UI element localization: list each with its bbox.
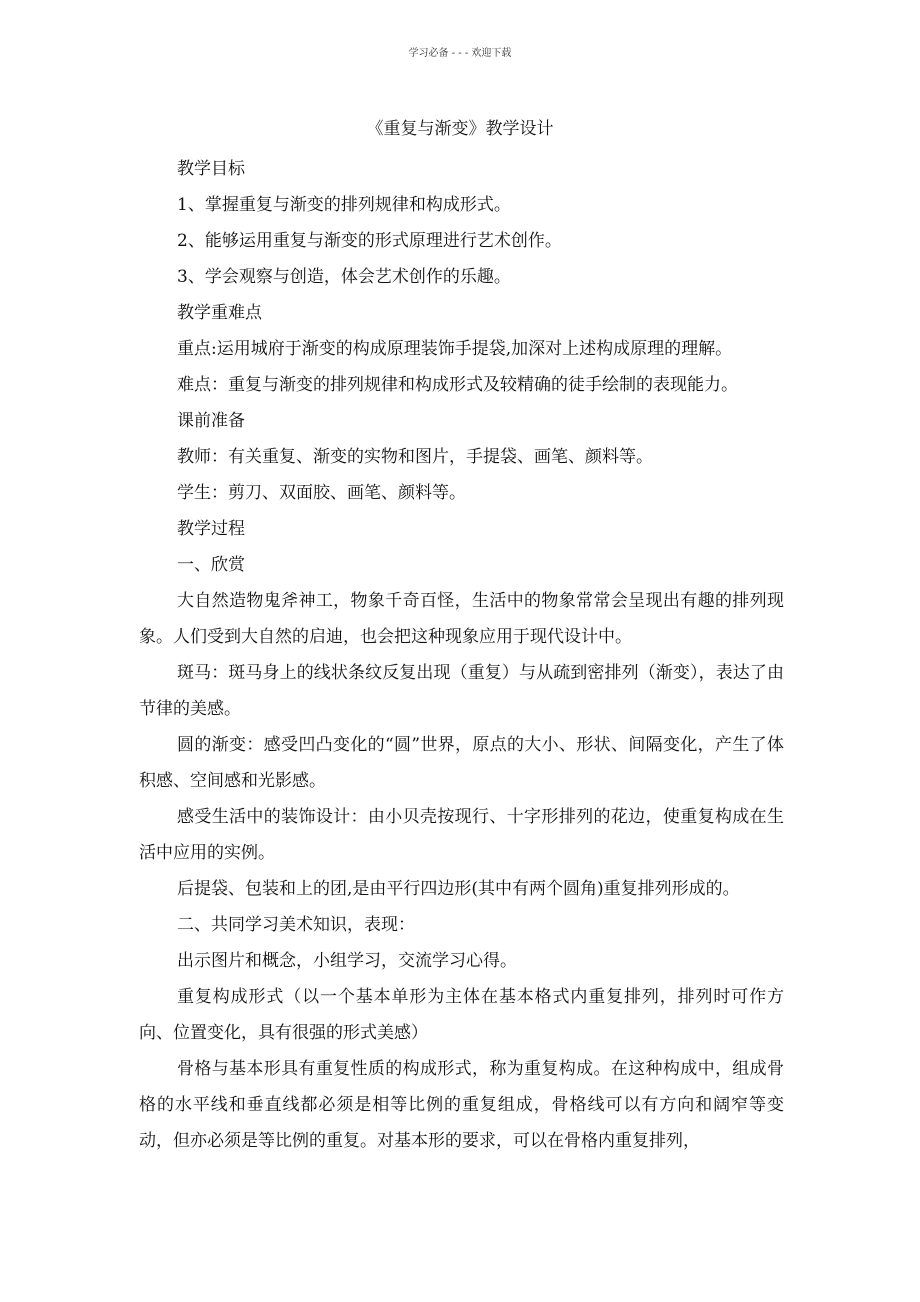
- paragraph-repetition-form: 重复构成形式（以一个基本单形为主体在基本格式内重复排列，排列时可作方向、位置变化，具有很强的形式美感）: [139, 987, 784, 1043]
- section-heading-preparation: 课前准备: [177, 411, 245, 431]
- paragraph-skeleton: 骨格与基本形具有重复性质的构成形式，称为重复构成。在这种构成中，组成骨格的水平线和垂直线都必须是相等比例的重复组成，骨格线可以有方向和阔窄等变动，但亦必须是等比例的重复。对基本形的要求，可以在骨格内重复排列，: [139, 1059, 784, 1151]
- key-point: 重点:运用城府于渐变的构成原理装饰手提袋,加深对上述构成原理的理解。: [177, 339, 733, 359]
- paragraph-nature: 大自然造物鬼斧神工，物象千奇百怪，生活中的物象常常会呈现出有趣的排列现象。人们受到大自然的启迪，也会把这种现象应用于现代设计中。: [139, 591, 784, 647]
- subheading-appreciation: 一、欣赏: [177, 555, 245, 575]
- paragraph-group-study: 出示图片和概念，小组学习，交流学习心得。: [177, 951, 517, 971]
- paragraph-circle-gradient: 圆的渐变：感受凹凸变化的“圆”世界，原点的大小、形状、间隔变化，产生了体积感、空间感和光影感。: [139, 735, 784, 791]
- difficult-point: 难点：重复与渐变的排列规律和构成形式及较精确的徒手绘制的表现能力。: [177, 375, 738, 395]
- objective-item-3: 3、学会观察与创造，体会艺术创作的乐趣。: [177, 267, 511, 287]
- teacher-preparation: 教师：有关重复、渐变的实物和图片，手提袋、画笔、颜料等。: [177, 447, 653, 467]
- document-title: 《重复与渐变》教学设计: [366, 119, 554, 139]
- objective-item-2: 2、能够运用重复与渐变的形式原理进行艺术创作。: [177, 231, 562, 251]
- paragraph-decoration: 感受生活中的装饰设计：由小贝壳按现行、十字形排列的花边，使重复构成在生活中应用的实例。: [139, 807, 784, 863]
- page-header-note: 学习必备 - - - 欢迎下载: [408, 48, 512, 59]
- document-body: [139, 151, 784, 1159]
- objective-item-1: 1、掌握重复与渐变的排列规律和构成形式。: [177, 195, 511, 215]
- section-heading-objectives: 教学目标: [177, 159, 245, 179]
- subheading-learning: 二、共同学习美术知识，表现：: [177, 915, 415, 935]
- student-preparation: 学生：剪刀、双面胶、画笔、颜料等。: [177, 483, 466, 503]
- paragraph-handbag: 后提袋、包装和上的团,是由平行四边形(其中有两个圆角)重复排列形成的。: [177, 879, 740, 899]
- section-heading-key-points: 教学重难点: [177, 303, 262, 323]
- paragraph-zebra: 斑马：斑马身上的线状条纹反复出现（重复）与从疏到密排列（渐变），表达了由节律的美感。: [139, 663, 784, 719]
- section-heading-process: 教学过程: [177, 519, 245, 539]
